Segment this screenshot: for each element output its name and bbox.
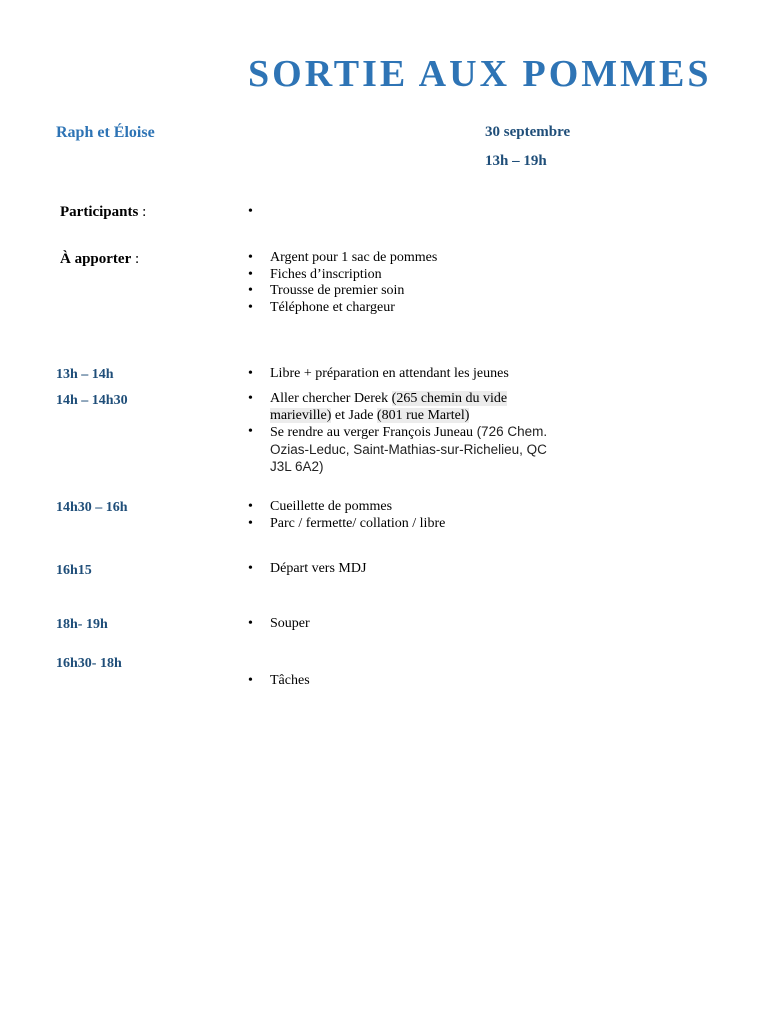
event-time-range: 13h – 19h bbox=[485, 153, 547, 169]
schedule-time: 18h- 19h bbox=[56, 617, 108, 632]
pickup-address-derek: (265 chemin du vide marieville) bbox=[270, 391, 508, 423]
event-date: 30 septembre bbox=[485, 124, 571, 140]
page-title: SORTIE AUX POMMES bbox=[248, 53, 712, 95]
list-item bbox=[248, 391, 558, 424]
schedule-list bbox=[248, 499, 568, 532]
to-bring-label bbox=[60, 251, 139, 268]
list-item: • Cueillette de pommes bbox=[248, 499, 568, 516]
schedule-list bbox=[248, 391, 558, 477]
list-item: • Trousse de premier soin bbox=[248, 283, 568, 300]
to-bring-label-text: À apporter bbox=[60, 251, 132, 267]
participants-colon: : bbox=[138, 204, 147, 220]
organizers: Raph et Éloise bbox=[56, 124, 155, 141]
pickup-address-jade: (801 rue Martel) bbox=[376, 407, 470, 423]
list-item: • Argent pour 1 sac de pommes bbox=[248, 250, 568, 267]
orchard-address: (726 Chem. Ozias-Leduc, Saint-Mathias-sur-Richelieu, QC J3L 6A2) bbox=[270, 424, 548, 474]
schedule-list bbox=[248, 673, 568, 690]
schedule-time: 13h – 14h bbox=[56, 367, 114, 382]
list-item: • Fiches d’inscription bbox=[248, 267, 568, 284]
schedule-time: 16h30- 18h bbox=[56, 656, 122, 671]
schedule-list bbox=[248, 561, 568, 578]
list-item: • Téléphone et chargeur bbox=[248, 300, 568, 317]
participants-label-text: Participants bbox=[60, 204, 139, 220]
to-bring-colon: : bbox=[131, 251, 140, 267]
list-item: • Parc / fermette/ collation / libre bbox=[248, 516, 568, 533]
schedule-list bbox=[248, 616, 568, 633]
participants-label bbox=[60, 204, 146, 221]
schedule-list bbox=[248, 366, 568, 383]
list-item: • Tâches bbox=[248, 673, 568, 690]
schedule-time: 16h15 bbox=[56, 563, 92, 578]
list-item bbox=[248, 424, 558, 477]
pickup-text-jade: et Jade bbox=[331, 407, 377, 423]
list-item: • Souper bbox=[248, 616, 568, 633]
orchard-text: Se rendre au verger François Juneau bbox=[270, 425, 477, 440]
list-item: • Départ vers MDJ bbox=[248, 561, 568, 578]
pickup-text: Aller chercher Derek bbox=[270, 391, 392, 406]
schedule-time: 14h – 14h30 bbox=[56, 393, 128, 408]
schedule-time: 14h30 – 16h bbox=[56, 500, 128, 515]
list-item: • Libre + préparation en attendant les jeunes bbox=[248, 366, 568, 383]
to-bring-list bbox=[248, 250, 568, 316]
